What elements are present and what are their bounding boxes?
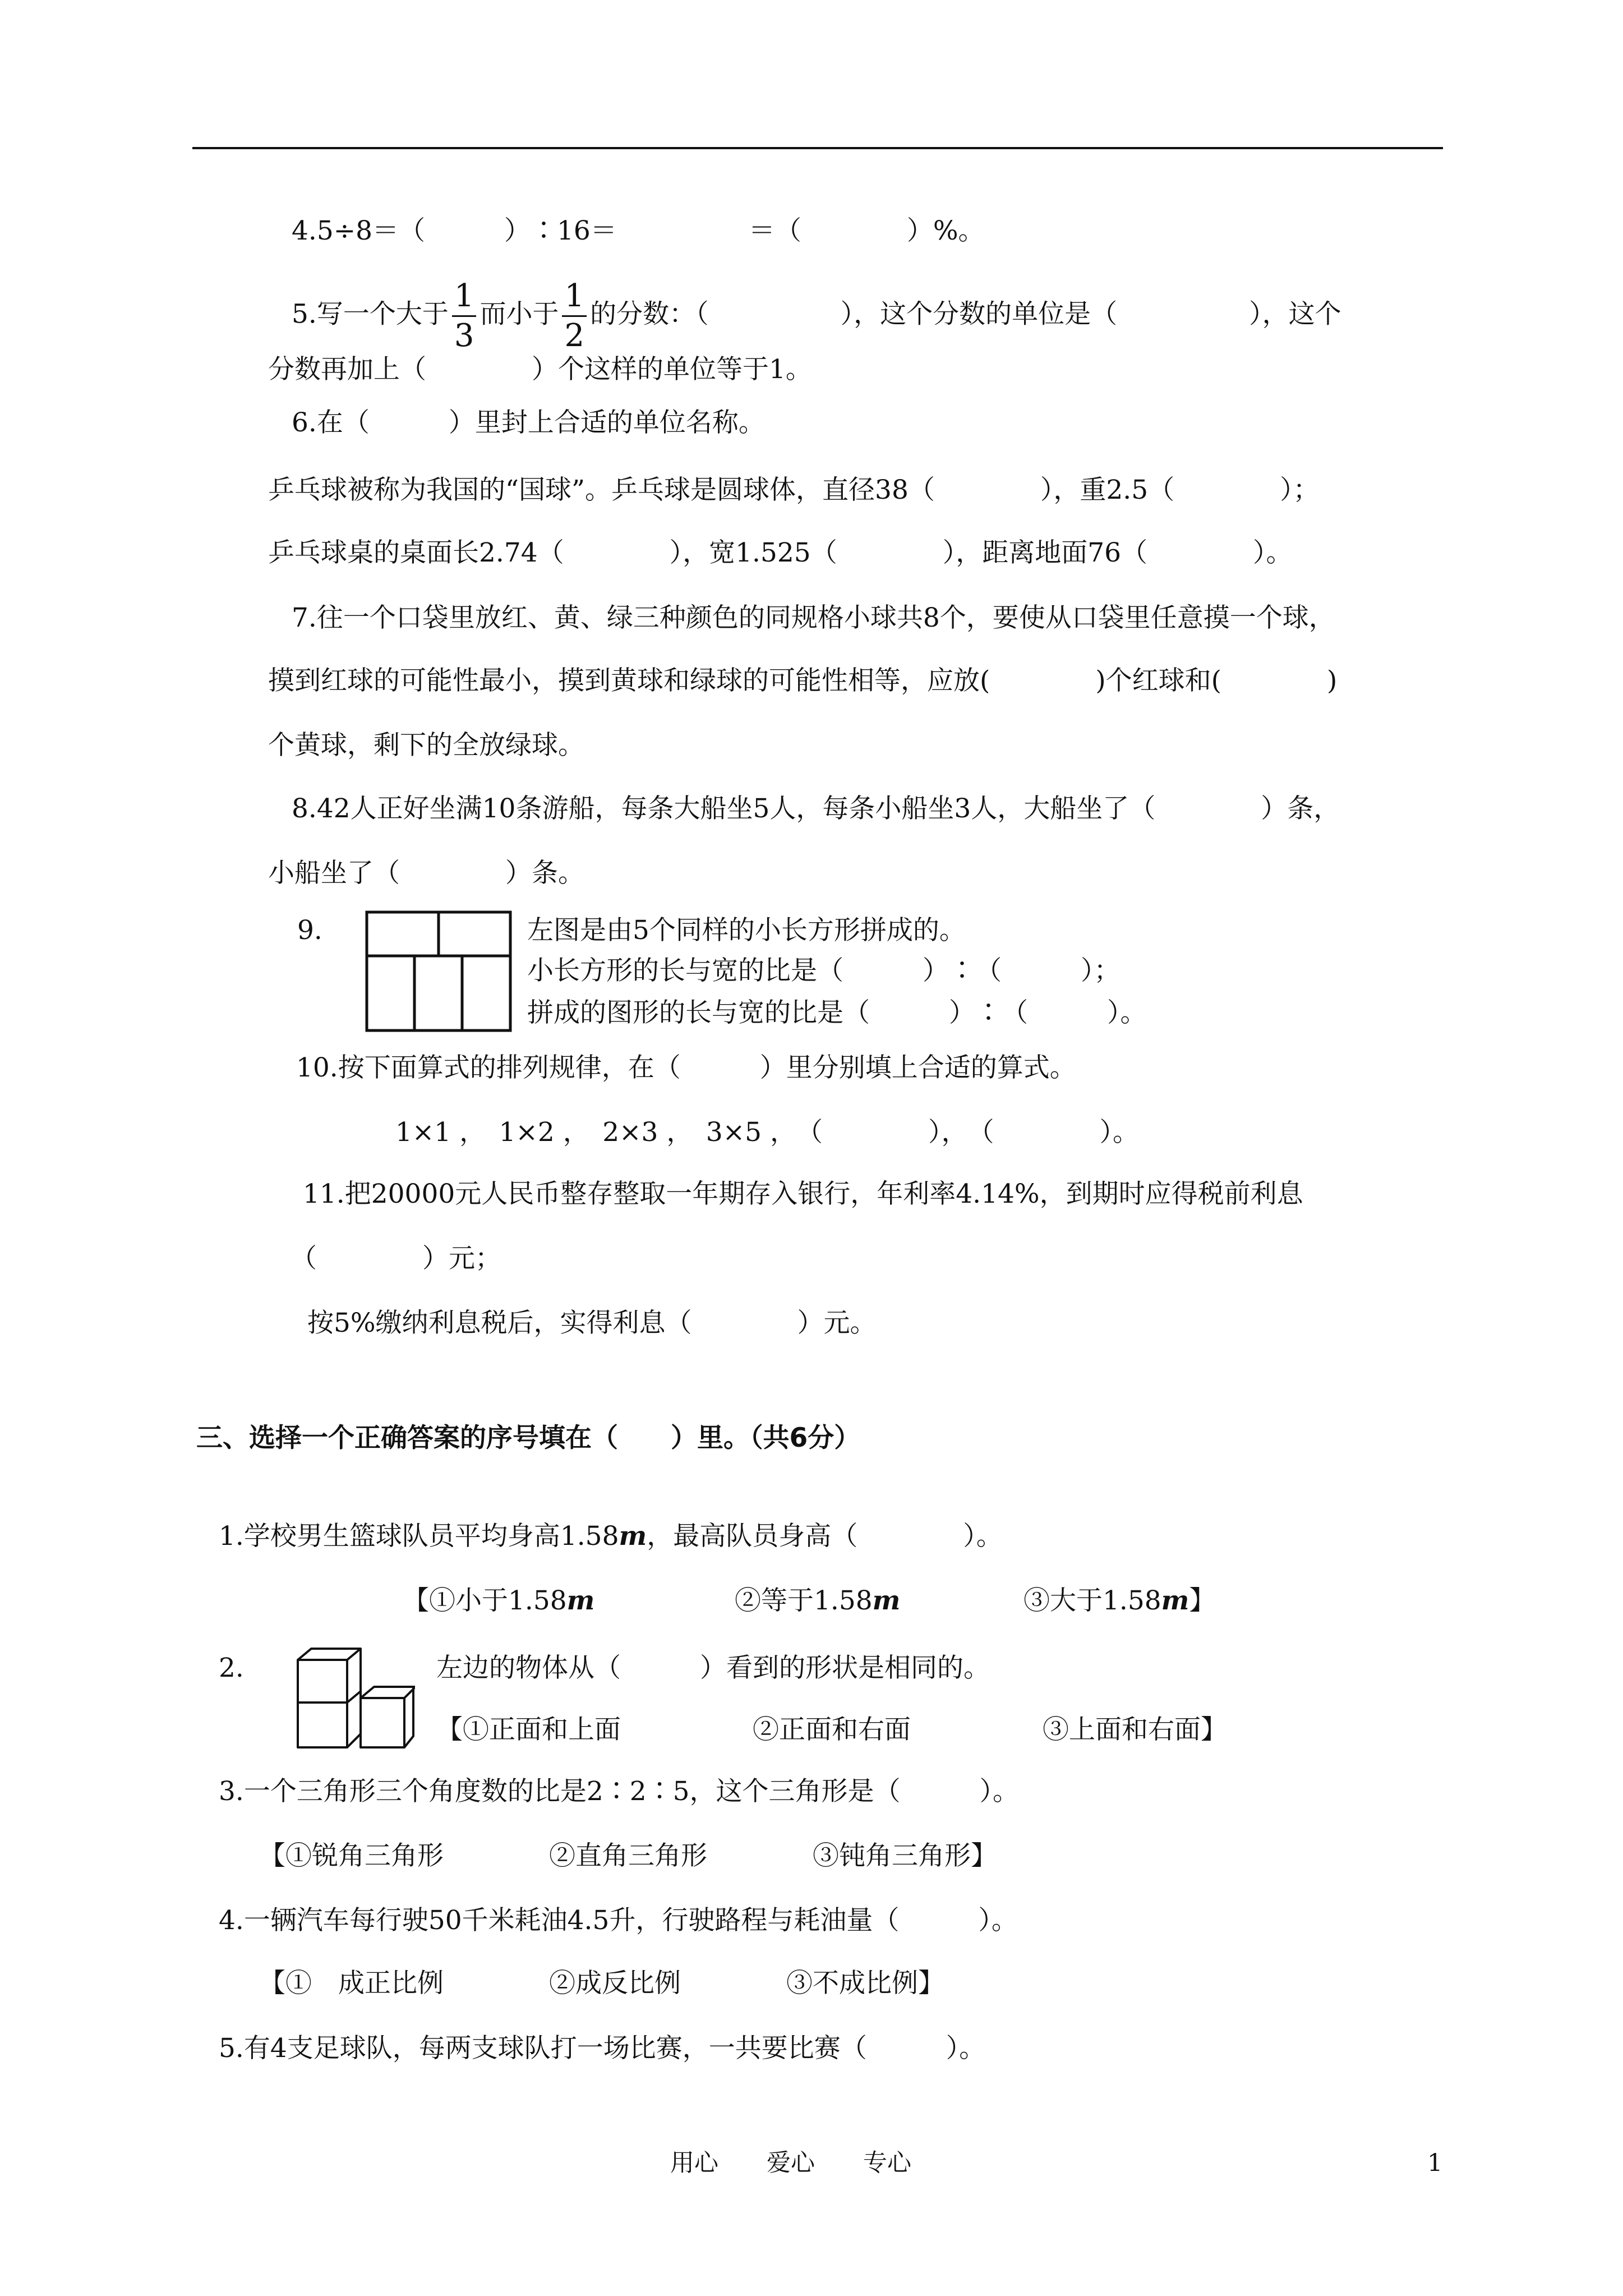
choice-1-option-3: ③大于1.58m】 (1023, 1585, 1216, 1616)
question-6-line1: 乒乓球被称为我国的“国球”。乒乓球是圆球体，直径38（ ），重2.5（ ）； (268, 475, 1320, 505)
footer-motto: 用心 爱心 专心 (670, 2149, 911, 2177)
question-9-number: 9. (297, 915, 322, 946)
question-8-line1: 8.42人正好坐满10条游船，每条大船坐5人，每条小船坐3人，大船坐了（ ）条， (292, 793, 1340, 824)
q5-text-b: 而小于 (479, 298, 559, 330)
question-8-line2: 小船坐了（ ）条。 (268, 858, 584, 889)
choice-2-options: 【①正面和上面 ②正面和右面 ③上面和右面】 (436, 1714, 1227, 1745)
choice-4-options: 【① 成正比例 ②成反比例 ③不成比例】 (259, 1968, 944, 1999)
choice-3-options: 【①锐角三角形 ②直角三角形 ③钝角三角形】 (259, 1841, 997, 1871)
question-6: 6.在（ ）里封上合适的单位名称。 (292, 407, 765, 438)
fraction-one-third: $\frac{1}{3}$ (452, 280, 477, 352)
choice-4: 4.一辆汽车每行驶50千米耗油4.5升，行驶路程与耗油量（ ）。 (219, 1905, 1018, 1936)
header-rule (192, 147, 1443, 149)
question-7-line3: 个黄球，剩下的全放绿球。 (268, 730, 584, 761)
choice-2-text: 左边的物体从（ ）看到的形状是相同的。 (436, 1653, 990, 1683)
choice-1 (219, 1521, 1003, 1552)
choice-3: 3.一个三角形三个角度数的比是2∶2∶5，这个三角形是（ ）。 (219, 1776, 1020, 1807)
rectangles-figure (365, 910, 513, 1033)
question-6-line2: 乒乓球桌的桌面长2.74（ ），宽1.525（ ），距离地面76（ ）。 (268, 537, 1293, 568)
question-9-line1: 左图是由5个同样的小长方形拼成的。 (527, 915, 966, 946)
question-9-line3: 拼成的图形的长与宽的比是（ ）∶（ ）。 (527, 997, 1147, 1028)
choice-1-option-1: 【①小于1.58m (403, 1585, 595, 1616)
choice-1-text: 1.学校男生篮球队员平均身高1.58 (219, 1521, 619, 1552)
question-11-line3: 按5%缴纳利息税后，实得利息（ ）元。 (307, 1308, 877, 1338)
unit-m: m (619, 1521, 647, 1552)
q5-text-c: 的分数：（ ），这个分数的单位是（ ），这个 (590, 298, 1341, 330)
choice-1-option-2: ②等于1.58m (735, 1585, 901, 1616)
question-4: 4.5÷8＝（ ）∶16＝ ＝（ ）%。 (292, 215, 985, 246)
question-11-line1: 11.把20000元人民币整存整取一年期存入银行，年利率4.14%，到期时应得税前利息 (303, 1179, 1303, 1209)
choice-1-tail: ，最高队员身高（ ）。 (647, 1521, 1003, 1552)
question-10: 10.按下面算式的排列规律，在（ ）里分别填上合适的算式。 (296, 1052, 1076, 1083)
question-5-line2: 分数再加上（ ）个这样的单位等于1。 (268, 354, 812, 385)
q5-text-a: 5.写一个大于 (292, 298, 449, 330)
question-10-sequence: 1×1 ， 1×2 ， 2×3 ， 3×5 ， （ ）， （ ）。 (395, 1117, 1140, 1148)
fraction-one-half: $\frac{1}{2}$ (562, 280, 587, 352)
cubes-figure (294, 1646, 415, 1753)
question-9-line2: 小长方形的长与宽的比是（ ）∶（ ）； (527, 955, 1121, 986)
question-11-line2: （ ）元； (291, 1243, 501, 1274)
choice-2-number: 2. (219, 1653, 244, 1683)
page-number: 1 (1427, 2149, 1443, 2177)
question-7-line1: 7.往一个口袋里放红、黄、绿三种颜色的同规格小球共8个，要使从口袋里任意摸一个球， (292, 602, 1335, 633)
question-5-line1 (292, 280, 1341, 352)
choice-5: 5.有4支足球队，每两支球队打一场比赛，一共要比赛（ ）。 (219, 2033, 986, 2064)
question-7-line2: 摸到红球的可能性最小，摸到黄球和绿球的可能性相等，应放( )个红球和( ) (268, 665, 1338, 696)
section-3-heading: 三、选择一个正确答案的序号填在（ ）里。（共6分） (196, 1423, 861, 1453)
